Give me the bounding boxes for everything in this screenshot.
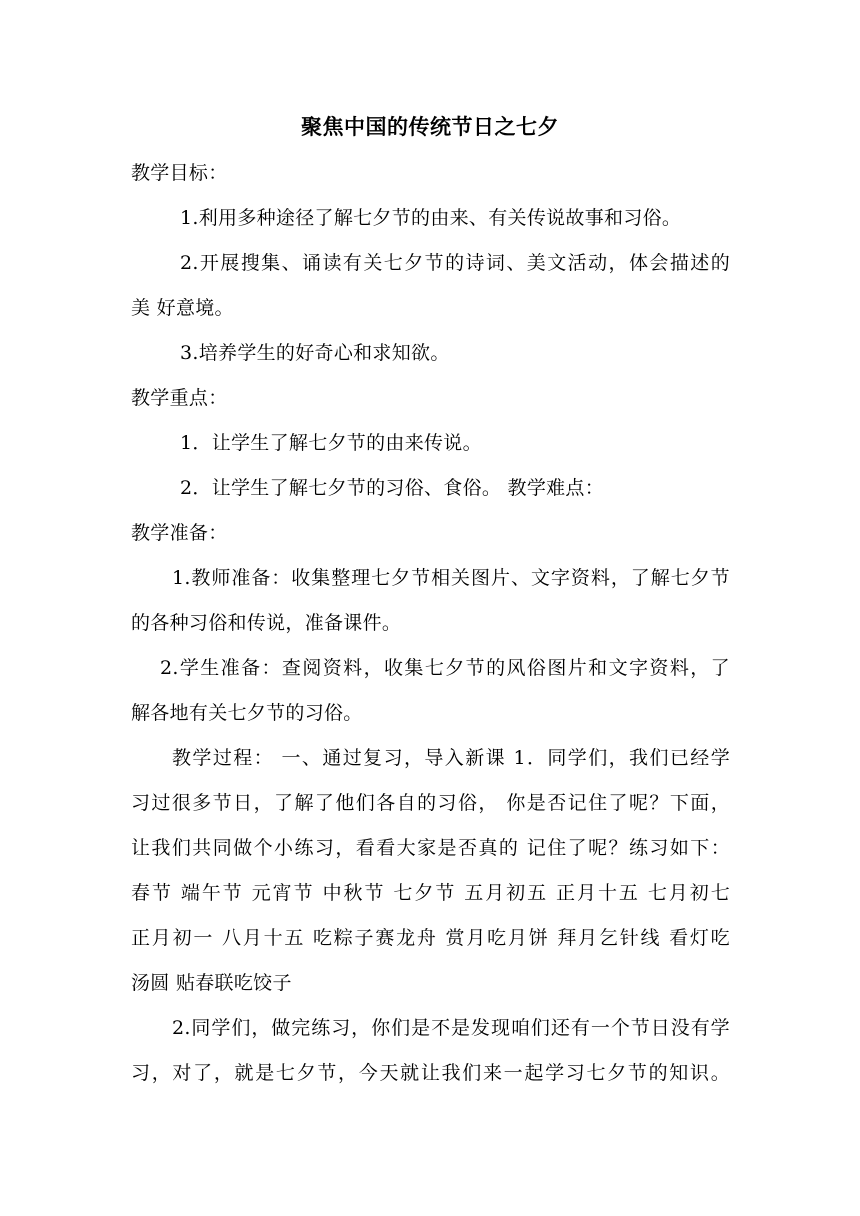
exercise-line-3: 汤圆 贴春联吃饺子 [131, 972, 292, 994]
process-paragraph-line-1: 教学过程： 一、通过复习，导入新课 1．同学们，我们已经学 [172, 747, 730, 769]
preparation-student-continued: 解各地有关七夕节的习俗。 [131, 702, 363, 724]
key-point-item-1: 1．让学生了解七夕节的由来传说。 [180, 432, 482, 454]
section-heading-preparation: 教学准备： [131, 522, 228, 544]
preparation-teacher-continued: 的各种习俗和传说，准备课件。 [131, 612, 402, 634]
section-heading-objectives: 教学目标： [131, 162, 228, 184]
process-paragraph-2-line-1: 2.同学们，做完练习，你们是不是发现咱们还有一个节日没有学 [172, 1017, 730, 1039]
objective-item-3: 3.培养学生的好奇心和求知欲。 [180, 342, 450, 364]
objective-item-1: 1.利用多种途径了解七夕节的由来、有关传说故事和习俗。 [180, 207, 682, 229]
exercise-line-2: 正月初一 八月十五 吃粽子赛龙舟 赏月吃月饼 拜月乞针线 看灯吃 [131, 927, 730, 949]
objective-item-2-continued: 美 好意境。 [131, 297, 234, 319]
exercise-line-1: 春节 端午节 元宵节 中秋节 七夕节 五月初五 正月十五 七月初七 [131, 882, 730, 904]
process-paragraph-2-line-2: 习，对了，就是七夕节，今天就让我们来一起学习七夕节的知识。 [131, 1062, 730, 1084]
document-title: 聚焦中国的传统节日之七夕 [301, 114, 559, 139]
key-point-item-2: 2．让学生了解七夕节的习俗、食俗。 教学难点： [180, 477, 605, 499]
process-paragraph-line-2: 习过很多节日，了解了他们各自的习俗， 你是否记住了呢？下面， [131, 792, 730, 814]
process-paragraph-line-3: 让我们共同做个小练习，看看大家是否真的 记住了呢？练习如下： [131, 837, 730, 859]
preparation-student: 2.学生准备：查阅资料，收集七夕节的风俗图片和文字资料，了 [160, 657, 730, 679]
objective-item-2: 2.开展搜集、诵读有关七夕节的诗词、美文活动，体会描述的 [180, 252, 730, 274]
preparation-teacher: 1.教师准备：收集整理七夕节相关图片、文字资料，了解七夕节 [172, 567, 730, 589]
section-heading-key-points: 教学重点： [131, 387, 228, 409]
